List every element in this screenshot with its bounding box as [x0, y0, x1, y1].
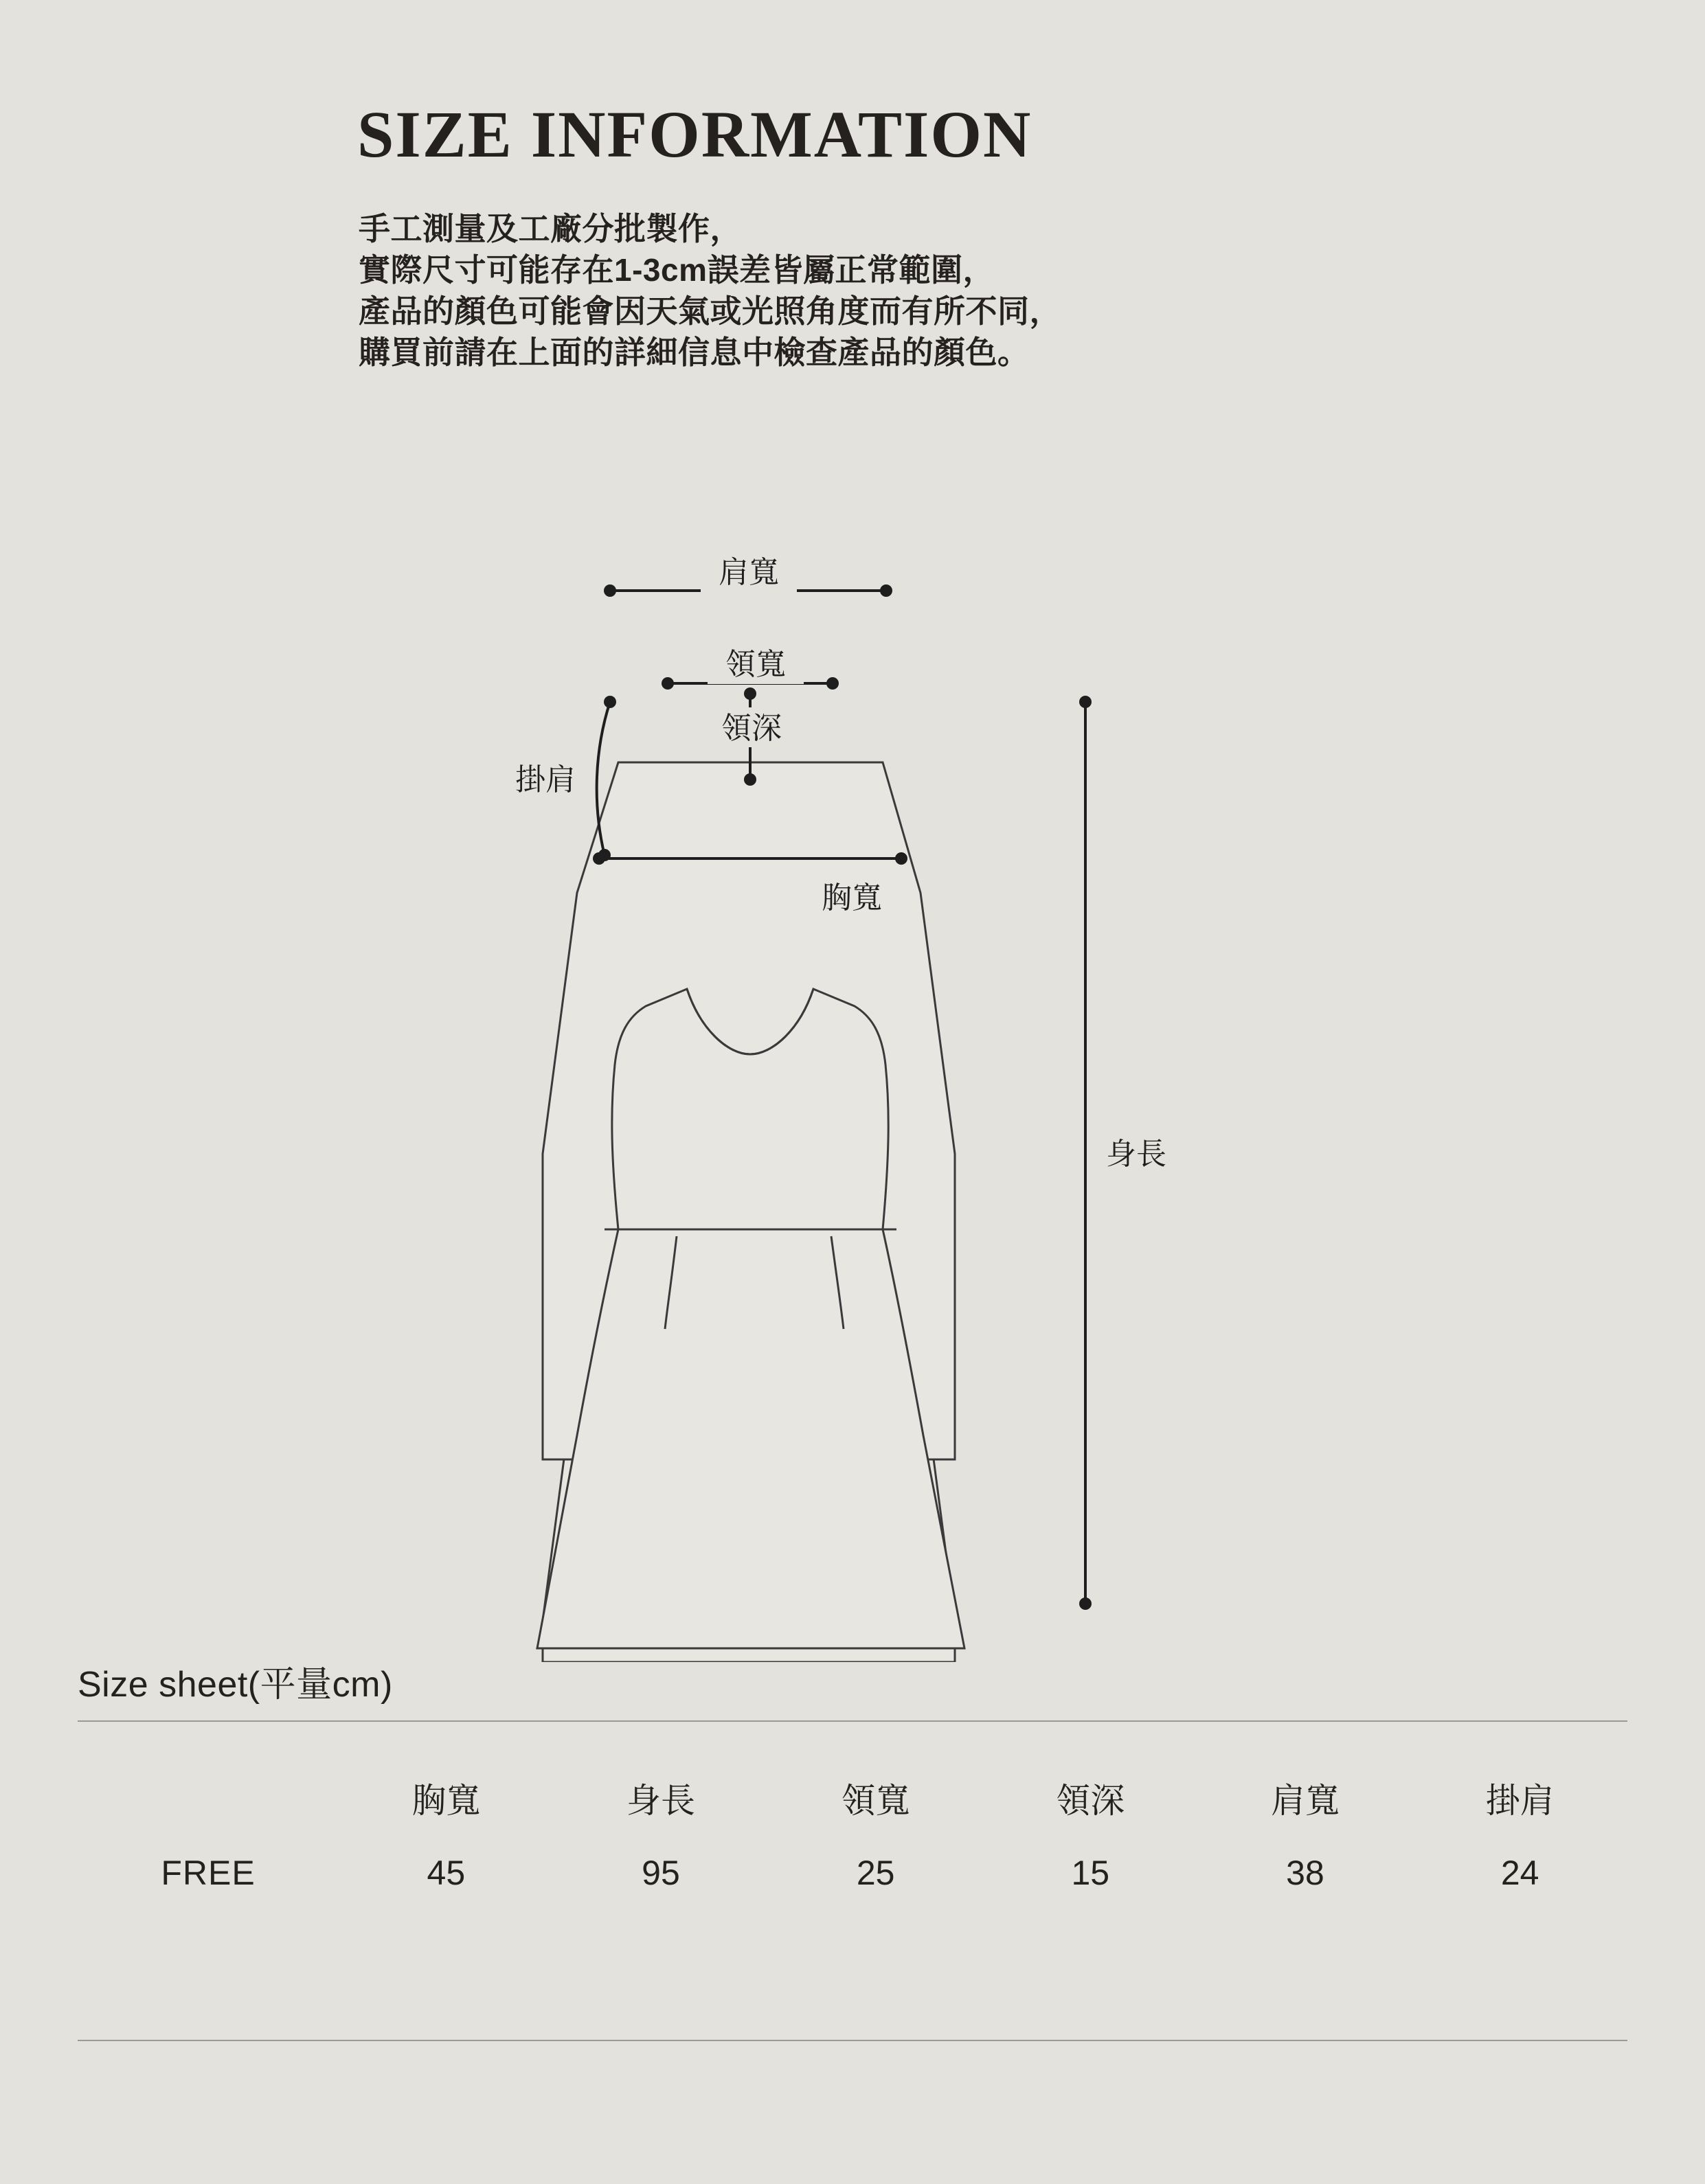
- cell-neck-width: 25: [856, 1854, 895, 1892]
- row-size-label: FREE: [161, 1854, 256, 1892]
- intro-notes: [359, 209, 1061, 374]
- measure-length: [1079, 696, 1166, 1610]
- size-table: [78, 1758, 1627, 1908]
- table-rule-top: [78, 1720, 1627, 1722]
- label-chest-width: 胸寬: [822, 881, 882, 915]
- label-length: 身長: [1106, 1137, 1166, 1171]
- cell-shoulder: 38: [1286, 1854, 1324, 1892]
- label-shoulder-width: 肩寬: [719, 556, 779, 589]
- size-sheet-caption: Size sheet(平量cm): [78, 1665, 393, 1705]
- table-header-row: [78, 1758, 1627, 1838]
- col-header-armhole: 掛肩: [1485, 1782, 1555, 1820]
- measure-neck-width: [662, 646, 839, 690]
- table-corner-cell: [78, 1758, 339, 1838]
- cell-neck-depth: 15: [1071, 1854, 1110, 1892]
- label-armhole: 掛肩: [515, 763, 576, 797]
- intro-line-3: 產品的顏色可能會因天氣或光照角度而有所不同，: [359, 293, 1061, 330]
- label-neck-width: 領寬: [725, 648, 786, 681]
- cell-armhole: 24: [1500, 1854, 1539, 1892]
- table-row: [78, 1838, 1627, 1908]
- intro-line-4: 購買前請在上面的詳細信息中檢查產品的顏色。: [359, 334, 1030, 371]
- label-neck-depth: 領深: [721, 712, 782, 745]
- table-rule-bottom: [78, 2040, 1627, 2041]
- measure-shoulder-width: [604, 555, 892, 597]
- col-header-neck-width: 領寬: [841, 1782, 910, 1820]
- intro-line-1: 手工測量及工廠分批製作，: [359, 211, 742, 247]
- col-header-length: 身長: [626, 1782, 695, 1820]
- col-header-chest: 胸寬: [411, 1782, 481, 1820]
- intro-line-2: 實際尺寸可能存在1-3cm誤差皆屬正常範圍，: [359, 252, 995, 288]
- col-header-shoulder: 肩寬: [1270, 1782, 1340, 1820]
- dress-measurement-diagram: [0, 522, 1705, 1662]
- measure-armhole: [515, 696, 616, 861]
- cell-chest: 45: [427, 1854, 466, 1892]
- cell-length: 95: [642, 1854, 680, 1892]
- dress-illustration: [537, 762, 964, 1662]
- page-title: SIZE INFORMATION: [357, 98, 1032, 171]
- col-header-neck-depth: 領深: [1056, 1782, 1125, 1820]
